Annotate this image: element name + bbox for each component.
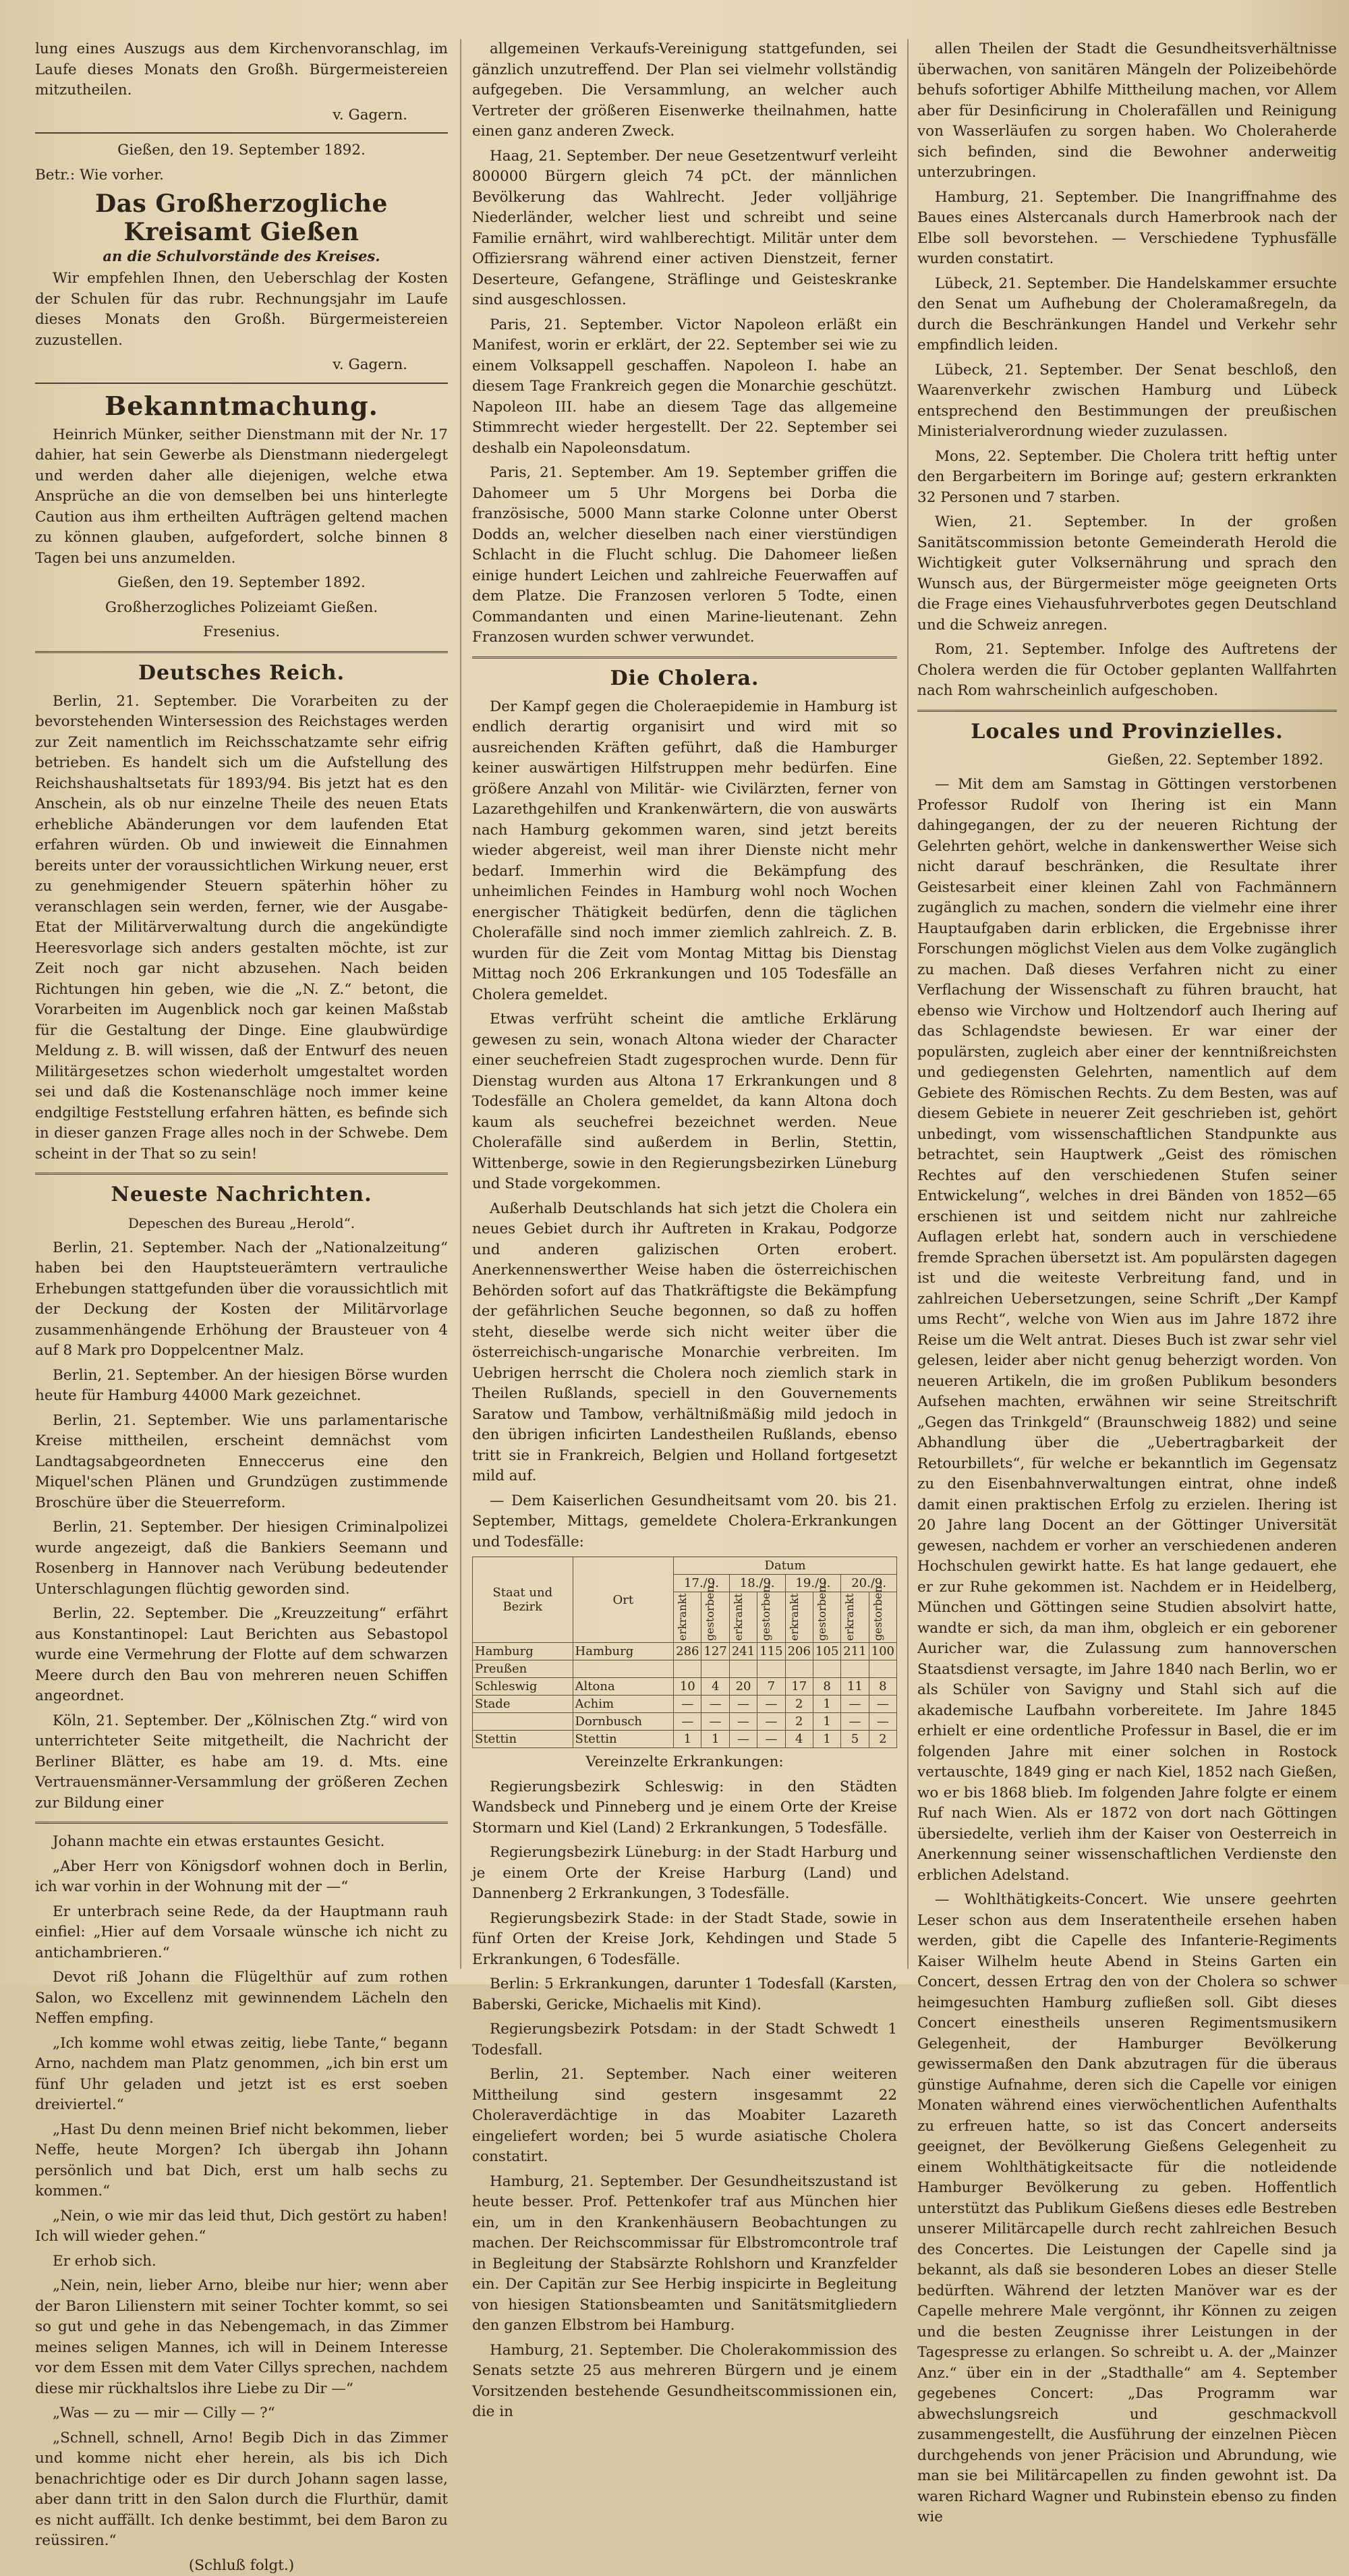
article-paragraph: Rom, 21. September. Infolge des Auftretens der Cholera werden die für October geplanten Wallfahrten nach Rom wahrscheinlich aufgeschoben. (917, 640, 1337, 702)
table-cell-ort: Achim (573, 1696, 674, 1713)
table-row (473, 1713, 897, 1731)
table-body (473, 1643, 897, 1748)
table-cell-value: 105 (813, 1643, 840, 1660)
table-cell-ort (573, 1660, 674, 1678)
table-header-ort: Ort (573, 1557, 674, 1643)
bekanntmachung-date: Gießen, den 19. September 1892. (35, 573, 448, 594)
table-cell-value: 2 (785, 1713, 813, 1731)
article-paragraph: „Ich komme wohl etwas zeitig, liebe Tante,“ begann Arno, nachdem man Platz genommen, „ich bin erst um fünf Uhr geladen und jetzt ist es erst soeben dreiviertel.“ (35, 2034, 448, 2116)
article-paragraph: „Aber Herr von Königsdorf wohnen doch in Berlin, ich war vorhin in der Wohnung mit der —“ (35, 1857, 448, 1898)
kreisamt-text: Wir empfehlen Ihnen, den Ueberschlag der Kosten der Schulen für das rubr. Rechnungsjahr im Laufe dieses Monats den Großh. Bürgermeistereien zuzustellen. (35, 269, 448, 351)
article-paragraph: Devot riß Johann die Flügelthür auf zum rothen Salon, wo Excellenz mit gewinnendem Lächeln den Neffen empfing. (35, 1967, 448, 2029)
table-cell-value: 211 (841, 1643, 869, 1660)
table-cell-staat (473, 1713, 573, 1731)
table-subheader: gestorben (704, 1594, 716, 1641)
article-paragraph: Berlin, 21. September. Der hiesigen Criminalpolizei wurde angezeigt, daß die Bankiers Seemann und Rosenberg in Hannover nach Verübung bedeutender Unterschlagungen flüchtig geworden sind. (35, 1517, 448, 1600)
article-paragraph: Lübeck, 21. September. Die Handelskammer ersuchte den Senat um Aufhebung der Choleramaßregeln, da durch die Beschränkungen Handel und Verkehr sehr empfindlich leiden. (917, 274, 1337, 356)
table-cell-value (701, 1660, 729, 1678)
article-paragraph: Johann machte ein etwas erstauntes Gesicht. (35, 1832, 448, 1853)
bekanntmachung-text: Heinrich Münker, seither Dienstmann mit der Nr. 17 dahier, hat sein Gewerbe als Dienstmann niedergelegt und werden daher alle diejenigen, welche etwa Ansprüche an die von demselben bei uns hinterlegte Caution aus ihm ertheilten Aufträgen geltend machen zu können glauben, aufgefordert, solche binnen 8 Tagen bei uns anzumelden. (35, 425, 448, 569)
divider (35, 132, 448, 134)
table-cell-value: 4 (701, 1678, 729, 1696)
column-rule (907, 39, 909, 1969)
table-cell-value: 1 (701, 1731, 729, 1748)
col3-top-paragraphs (917, 39, 1337, 702)
table-cell-value: 11 (841, 1678, 869, 1696)
table-header-date: 19./9. (785, 1575, 841, 1592)
table-cell-value: 115 (757, 1643, 785, 1660)
kreisamt-heading: Das Großherzogliche Kreisamt Gießen (35, 190, 448, 246)
table-cell-value (869, 1660, 896, 1678)
article-paragraph: Hamburg, 21. September. Der Gesundheitszustand ist heute besser. Prof. Pettenkofer traf aus München hier ein, um in den Krankenhäusern Beobachtungen zu machen. Der Reichscommissar für Elbstromcontrole traf in Begleitung der Stabsärzte Rohlshorn und Kranzfelder ein. Der Capitän zur See Herbig inspicirte in Begleitung von hiesigen Stationsbeamten und Sanitätsmitgliedern den ganzen Elbstrom bei Hamburg. (472, 2172, 897, 2336)
section-heading-cholera: Die Cholera. (472, 667, 897, 690)
table-cell-value (841, 1660, 869, 1678)
betr-line: Betr.: Wie vorher. (35, 165, 448, 186)
table-cell-staat: Stade (473, 1696, 573, 1713)
bekanntmachung-heading: Bekanntmachung. (35, 391, 448, 421)
table-cell-value: — (674, 1713, 701, 1731)
divider (35, 651, 448, 653)
table-cell-value (785, 1660, 813, 1678)
table-cell-value: — (701, 1713, 729, 1731)
article-paragraph: „Nein, nein, lieber Arno, bleibe nur hier; wenn aber der Baron Lilienstern mit seiner Tochter kommt, so sei so gut und gehe in das Nebengemach, in das Zimmer meines seligen Mannes, ich will in Deinem Interesse vor dem Essen mit dem Vater Cillys sprechen, nachdem diese mir rückhaltslos ihre Liebe zu Dir —“ (35, 2276, 448, 2399)
article-paragraph: Haag, 21. September. Der neue Gesetzentwurf verleiht 800000 Bürgern gleich 74 pCt. der männlichen Bevölkerung das Wahlrecht. Jeder volljährige Niederländer, welcher liest und schreibt und seine Familie ernährt, wird wahlberechtigt. Militär unter dem Offiziersrang während einer activen Dienstzeit, ferner Deserteure, Gefangene, Sträflinge und Geisteskranke sind ausgeschlossen. (472, 146, 897, 311)
table-subheader: erkrankt (676, 1594, 689, 1641)
vereinzelt-paragraphs (472, 1777, 897, 2423)
article-paragraph: Der Kampf gegen die Choleraepidemie in Hamburg ist endlich derartig organisirt und wird mit so ausreichenden Kräften geführt, daß die Hamburger keiner auswärtigen Hilfstruppen mehr bedürfen. Eine größere Anzahl von Militär- wie Civilärzten, ferner von Lazarethgehilfen und Krankenwärtern, die von auswärts nach Hamburg gekommen waren, sind jetzt bereits wieder abgereist, weil man ihrer Dienste nicht mehr bedarf. Immerhin wird die Bekämpfung des unheimlichen Feindes in Hamburg wohl noch Wochen energischer Thätigkeit bedürfen, denn die täglichen Cholerafälle sind noch immer ziemlich zahlreich. Z. B. wurden für die Zeit vom Montag Mittag bis Dienstag Mittag noch 206 Erkrankungen und 105 Todesfälle an Cholera gemeldet. (472, 697, 897, 1006)
vereinzelt-heading: Vereinzelte Erkrankungen: (472, 1752, 897, 1773)
table-cell-value: — (841, 1696, 869, 1713)
article-paragraph: Lübeck, 21. September. Der Senat beschloß, den Waarenverkehr zwischen Hamburg und Lübeck entsprechend den Bestimmungen der preußischen Ministerialverordnung wieder zuzulassen. (917, 360, 1337, 443)
table-cell-value: 1 (674, 1731, 701, 1748)
article-paragraph: — Mit dem am Samstag in Göttingen verstorbenen Professor Rudolf von Ihering ist ein Mann dahingegangen, der zu der neueren Richtung der Gelehrten gehört, welche in dankenswerther Weise sich nicht darauf beschränken, die Resultate ihrer Geistesarbeit einer kleinen Zahl von Fachmännern zugänglich zu machen, sondern die vielmehr eine ihrer Hauptaufgaben darin erblicken, die Ergebnisse ihrer Forschungen möglichst Vielen aus dem Volke zugänglich zu machen. Daß dieses Verfahren nicht zu einer Verflachung der Wissenschaft zu führen braucht, hat ebenso wie Virchow und Holtzendorf auch Ihering auf das Schlagendste bewiesen. Er war einer der populärsten, zugleich aber einer der kenntnißreichsten und gediegensten Gelehrten, namentlich auf dem Gebiete des Römischen Rechts. Zu dem Besten, was auf diesem Gebiete in neuerer Zeit geschrieben ist, gehört unbedingt, vom wissenschaftlichen Standpunkte aus betrachtet, sein Hauptwerk „Geist des römischen Rechtes auf den verschiedenen Stufen seiner Entwickelung“, welches in drei Bänden von 1852—65 erschienen ist und seitdem nicht nur zahlreiche Auflagen erlebt hat, sondern auch in verschiedene fremde Sprachen übersetzt ist. Am populärsten dagegen ist und die weiteste Verbreitung fand, und in zahlreichen Uebersetzungen, seine Schrift „Der Kampf ums Recht“, welche von Wien aus im Jahre 1872 ihre Reise um die Welt antrat. Dieses Buch ist zwar sehr viel gelesen, leider aber nicht genug beherzigt worden. Von neueren Artikeln, die im großen Publikum besonders Aufsehen machten, erwähnen wir seine Streitschrift „Gegen das Trinkgeld“ (Braunschweig 1882) und seine Abhandlung über die „Uebertragbarkeit der Retourbillets“, für welche er bekanntlich im Gegensatz zu den Eisenbahnverwaltungen eintrat, ohne indeß damit einen praktischen Erfolg zu erzielen. Ihering ist 20 Jahre lang Docent an der Göttinger Universität gewesen, nachdem er vorher an verschiedenen anderen Hochschulen gewirkt hatte. Es hat lange gedauert, ehe er zur Ruhe gekommen ist. Nachdem er in Heidelberg, München und Göttingen seine Studien absolvirt hatte, wandte er sich, da man ihm, obgleich er ein geborener Auricher war, die Zulassung zum hannoverschen Staatsdienst versagte, im Jahre 1840 nach Berlin, wo er als Schüler von Savigny und Stahl sich auf die akademische Laufbahn vorbereitete. Im Jahre 1845 erhielt er eine ordentliche Professur in Basel, die er im folgenden Jahre mit einer solchen in Rostock vertauschte, 1849 ging er nach Kiel, 1852 nach Gießen, wo er bis 1868 blieb. Im folgenden Jahre folgte er einem Ruf nach Wien. Als er 1872 von dort nach Göttingen übersiedelte, verlieh ihm der Kaiser von Oesterreich in Anerkennung seiner wissenschaftlichen Verdienste den erblichen Adelstand. (917, 775, 1337, 1886)
novel-continuation: (Schluß folgt.) (35, 2556, 448, 2576)
article-paragraph: Hamburg, 21. September. Die Inangriffnahme des Baues eines Alstercanals durch Hamerbrook nach der Elbe soll bevorstehen. — Verschiedene Typhusfälle wurden constatirt. (917, 188, 1337, 270)
table-cell-value (729, 1660, 757, 1678)
table-cell-value: 241 (729, 1643, 757, 1660)
table-row (473, 1731, 897, 1748)
section-heading-neueste: Neueste Nachrichten. (35, 1183, 448, 1206)
article-paragraph: Paris, 21. September. Am 19. September griffen die Dahomeer um 5 Uhr Morgens bei Dorba die französische, 5000 Mann starke Colonne unter Oberst Dodds an, welcher dieselben nach einer vierstündigen Schlacht in die Flucht schlug. Die Dahomeer ließen einige hundert Leichen und zahlreiche Feuerwaffen auf dem Platze. Die Franzosen verloren 5 Todte, einen Commandanten und einen Marine-lieutenant. Zehn Franzosen wurden schwer verwundet. (472, 463, 897, 648)
table-subheader: gestorben (815, 1594, 828, 1641)
table-cell-value: 2 (869, 1731, 896, 1748)
table-cell-value: 17 (785, 1678, 813, 1696)
article-paragraph: Paris, 21. September. Victor Napoleon erläßt ein Manifest, worin er erklärt, der 22. September sei wie zu einem Volksappell geschaffen. Napoleon I. habe an diesem Tage Frankreich gegen die Monarchie geschützt. Napoleon III. habe an diesem Tage das allgemeine Stimmrecht wieder hergestellt. Der 22. September sei deshalb ein Napoleonsdatum. (472, 315, 897, 459)
table-cell-value: 1 (813, 1696, 840, 1713)
table-cell-value: — (869, 1696, 896, 1713)
novel-paragraphs (35, 1832, 448, 2552)
article-paragraph: Regierungsbezirk Stade: in der Stadt Stade, sowie in fünf Orten der Kreise Jork, Kehdingen und Stade 5 Erkrankungen, 6 Todesfälle. (472, 1909, 897, 1971)
section-heading-reich: Deutsches Reich. (35, 661, 448, 685)
divider (917, 710, 1337, 712)
article-paragraph: — Dem Kaiserlichen Gesundheitsamt vom 20. bis 21. September, Mittags, gemeldete Cholera-Erkrankungen und Todesfälle: (472, 1491, 897, 1553)
table-cell-staat: Schleswig (473, 1678, 573, 1696)
table-cell-value: — (757, 1731, 785, 1748)
column-1 (35, 39, 448, 1969)
table-cell-value: 2 (785, 1696, 813, 1713)
table-cell-value: 1 (813, 1731, 840, 1748)
table-cell-value: 286 (674, 1643, 701, 1660)
table-row (473, 1678, 897, 1696)
article-paragraph: Außerhalb Deutschlands hat sich jetzt die Cholera ein neues Gebiet durch ihr Auftreten in Krakau, Podgorze und anderen galizischen Orten erobert. Anerkennenswerther Weise haben die österreichischen Behörden sofort auf das Thatkräftigste die Bekämpfung der gefährlichen Seuche begonnen, so daß zu hoffen steht, dieselbe werde sich nicht weiter über die österreichisch-ungarische Monarchie verbreiten. Im Uebrigen herrscht die Cholera noch ziemlich stark in Theilen Rußlands, speciell in den Gouvernements Saratow und Tambow, verhältnißmäßig mild jedoch in den übrigen inficirten Landestheilen Rußlands, ebenso tritt sie in Frankreich, Belgien und Holland fortgesetzt mild auf. (472, 1199, 897, 1487)
table-cell-value: — (701, 1696, 729, 1713)
table-cell-value: — (729, 1696, 757, 1713)
table-cell-value: 5 (841, 1731, 869, 1748)
article-paragraph: „Was — zu — mir — Cilly — ?“ (35, 2403, 448, 2424)
table-header-staat: Staat und Bezirk (473, 1557, 573, 1643)
article-paragraph: „Schnell, schnell, Arno! Begib Dich in das Zimmer und komme nicht eher herein, als bis ich Dich benachrichtige oder es Dir durch Johann sagen lasse, aber dann tritt in den Salon durch die Flurthür, damit es nicht auffällt. Ich denke bestimmt, bei dem Baron zu reüssiren.“ (35, 2428, 448, 2552)
locales-dateline: Gießen, 22. September 1892. (917, 750, 1337, 771)
table-cell-value: 7 (757, 1678, 785, 1696)
bekanntmachung-signature: Fresenius. (35, 622, 448, 643)
col2-top-paragraphs (472, 39, 897, 648)
table-cell-value (757, 1660, 785, 1678)
table-cell-value: 8 (813, 1678, 840, 1696)
column-2 (472, 39, 897, 1969)
cholera-table (472, 1557, 897, 1748)
table-subheader: erkrankt (732, 1594, 745, 1641)
neueste-paragraphs (35, 1238, 448, 1814)
table-cell-value: 8 (869, 1678, 896, 1696)
article-paragraph: — Wohlthätigkeits-Concert. Wie unsere geehrten Leser schon aus dem Inseratentheile ersehen haben werden, gibt die Capelle des Infanterie-Regiments Kaiser Wilhelm heute Abend in Steins Garten ein Concert, dessen Ertrag den von der Cholera so schwer heimgesuchten Hamburg zufließen soll. Gibt dieses Concert einestheils unseren Regimentsmusikern Gelegenheit, der Hamburger Bevölkerung gewissermaßen den Dank abzutragen für die überaus günstige Aufnahme, deren sich die Capelle vor einigen Monaten während eines vierwöchentlichen Aufenthalts zu erfreuen hatte, so ist das Concert anderseits geeignet, der Bevölkerung Gießens Gelegenheit zu einem Wohlthätigkeitsacte für die notleidende Hamburger Bevölkerung zu geben. Hoffentlich unterstützt das Publikum Gießens dieses edle Bestreben unserer Militärcapelle durch recht zahlreichen Besuch des Concertes. Die Leistungen der Capelle sind ja bekannt, als daß sie besonderen Lobes an dieser Stelle bedürften. Während der letzten Manöver war es der Capelle mehrere Male vergönnt, ihr Können zu zeigen und die besten Zeugnisse ihrer Leistungen in der Tagespresse zu erlangen. So schreibt u. A. der „Mainzer Anz.“ über ein in der „Stadthalle“ am 4. September gegebenes Concert: „Das Programm war abwechslungsreich und geschmackvoll zusammengestellt, die Ausführung der einzelnen Piècen durchgehends von jener Präcision und Abrundung, wie man sie bei Militärcapellen zu finden gewohnt ist. Da waren Richard Wagner und Rubinstein ebenso zu finden wie (917, 1890, 1337, 2528)
kreisamt-subheading: an die Schulvorstände des Kreises. (35, 248, 448, 264)
table-cell-value: 127 (701, 1643, 729, 1660)
table-cell-staat: Preußen (473, 1660, 573, 1678)
article-paragraph: Berlin, 22. September. Die „Kreuzzeitung“ erfährt aus Konstantinopel: Laut Berichten aus Sebastopol wurde eine Vermehrung der Flotte auf dem schwarzen Meere durch den Bau von mehreren neuen Schiffen angeordnet. (35, 1604, 448, 1707)
signature: v. Gagern. (35, 105, 448, 126)
article-paragraph: Er erhob sich. (35, 2251, 448, 2272)
table-row (473, 1643, 897, 1660)
table-row (473, 1696, 897, 1713)
signature: v. Gagern. (35, 355, 448, 376)
divider (35, 383, 448, 384)
table-cell-value: — (757, 1713, 785, 1731)
column-3 (917, 39, 1337, 1969)
table-cell-ort: Dornbusch (573, 1713, 674, 1731)
article-paragraph: „Hast Du denn meinen Brief nicht bekommen, lieber Neffe, heute Morgen? Ich übergab ihn Johann persönlich und bat Dich, erst um halb sechs zu kommen.“ (35, 2120, 448, 2202)
locales-paragraphs (917, 775, 1337, 2528)
article-paragraph: allen Theilen der Stadt die Gesundheitsverhältnisse überwachen, von sanitären Mängeln der Polizeibehörde behufs sofortiger Abhilfe Mittheilung machen, vor Allem aber für Desinficirung in Cholerafällen und Reinigung von Wasserläufen zu sorgen haben. Wo Choleraherde sich befinden, sind die Bewohner anderweitig unterzubringen. (917, 39, 1337, 184)
table-subheader: erkrankt (843, 1594, 856, 1641)
article-paragraph: Regierungsbezirk Schleswig: in den Städten Wandsbeck und Pinneberg und je einem Orte der Kreise Stormarn und Kiel (Land) 2 Erkrankungen, 5 Todesfälle. (472, 1777, 897, 1839)
article-paragraph: „Nein, o wie mir das leid thut, Dich gestört zu haben! Ich will wieder gehen.“ (35, 2206, 448, 2247)
article-paragraph: Hamburg, 21. September. Die Cholerakommission des Senats setzte 25 aus mehreren Bürgern und je einem Vorsitzenden bestehende Gesundheitscommissionen ein, die in (472, 2341, 897, 2423)
table-cell-value (813, 1660, 840, 1678)
table-row (473, 1660, 897, 1678)
table-header-date: 18./9. (729, 1575, 785, 1592)
divider (35, 1822, 448, 1824)
table-cell-value: 100 (869, 1643, 896, 1660)
article-paragraph: Mons, 22. September. Die Cholera tritt heftig unter den Bergarbeitern im Boringe auf; gestern erkrankten 32 Personen und 7 starben. (917, 447, 1337, 509)
article-paragraph: Berlin, 21. September. Nach einer weiteren Mittheilung sind gestern insgesammt 22 Choleraverdächtige in das Moabiter Lazareth eingeliefert worden; bei 5 wurde asiatische Cholera constatirt. (472, 2065, 897, 2168)
table-cell-value: — (729, 1731, 757, 1748)
article-paragraph: Er unterbrach seine Rede, da der Hauptmann rauh einfiel: „Hier auf dem Vorsaale wünsche ich nicht zu antichambrieren.“ (35, 1902, 448, 1964)
article-paragraph: Regierungsbezirk Lüneburg: in der Stadt Harburg und je einem Orte der Kreise Harburg (Land) und Dannenberg 2 Erkrankungen, 3 Todesfälle. (472, 1843, 897, 1905)
table-subheader: gestorben (871, 1594, 884, 1641)
section-heading-locales: Locales und Provinzielles. (917, 720, 1337, 744)
article-paragraph: Berlin, 21. September. An der hiesigen Börse wurden heute für Hamburg 44000 Mark gezeichnet. (35, 1366, 448, 1407)
cholera-paragraphs (472, 697, 897, 1553)
table-cell-staat: Stettin (473, 1731, 573, 1748)
article-paragraph: Berlin, 21. September. Nach der „Nationalzeitung“ haben bei den Hauptsteuerämtern vertrauliche Erhebungen stattgefunden über die voraussichtlich mit der Deckung der Kosten der Militärvorlage zusammenhängende Erhöhung der Brausteuer von 4 auf 8 Mark pro Doppelcentner Malz. (35, 1238, 448, 1362)
table-cell-value: 1 (813, 1713, 840, 1731)
article-paragraph: Wien, 21. September. In der großen Sanitätscommission betonte Gemeinderath Herold die Wichtigkeit guter Volksernährung und sprach den Wunsch aus, der Bürgermeister möge geeigneten Orts die Frage eines Viehausfuhrverbotes gegen Deutschland und die Schweiz anregen. (917, 512, 1337, 636)
table-cell-staat: Hamburg (473, 1643, 573, 1660)
article-paragraph: Berlin, 21. September. Die Vorarbeiten zu der bevorstehenden Wintersession des Reichstages werden zur Zeit namentlich im Reichsschatzamte sehr eifrig betrieben. Es handelt sich um die Aufstellung des Reichshaushaltsetats für 1893/94. Bis jetzt hat es den Anschein, als ob nur einzelne Theile des neuen Etats erhebliche Abänderungen vor dem laufenden Etat erfahren würden. Ob und inwieweit die Einnahmen bereits unter der voraussichtlichen Wirkung neuer, erst zu genehmigender Steuern späterhin höher zu veranschlagen sein werden, ferner, wie der Ausgabe-Etat der Militärverwaltung durch die angekündigte Heeresvorlage sich anders gestalten möchte, ist zur Zeit noch gar nicht abzusehen. Nach beiden Richtungen hin geben, wie die „N. Z.“ betont, die Vorarbeiten im Augenblick noch gar keinen Maßstab für die Gestaltung der Dinge. Eine glaubwürdige Meldung z. B. will wissen, daß der Entwurf des neuen Militärgesetzes schon wiederholt umgestaltet worden sei und daß die Kostenanschläge noch immer keine endgiltige Feststellung erfahren hätten, es befinde sich in dieser ganzen Frage alles noch in der Schwebe. Dem scheint in der That so zu sein! (35, 692, 448, 1165)
dispatch-source: Depeschen des Bureau „Herold“. (35, 1213, 448, 1234)
table-cell-value: — (841, 1713, 869, 1731)
bekanntmachung-office: Großherzogliches Polizeiamt Gießen. (35, 598, 448, 619)
table-cell-value (674, 1660, 701, 1678)
intro-text: lung eines Auszugs aus dem Kirchenvoranschlag, im Laufe dieses Monats den Großh. Bürgermeistereien mitzutheilen. (35, 39, 448, 101)
article-paragraph: Köln, 21. September. Der „Kölnischen Ztg.“ wird von unterrichteter Seite mitgetheilt, die Nachricht der Berliner Blätter, es habe am 19. d. Mts. eine Vertrauensmänner-Versammlung der größeren Zechen zur Bildung einer (35, 1711, 448, 1814)
article-paragraph: Etwas verfrüht scheint die amtliche Erklärung gewesen zu sein, wonach Altona wieder der Character einer seuchefreien Stadt zugesprochen wurde. Denn für Dienstag wurden aus Altona 17 Erkrankungen und 8 Todesfälle an Cholera gemeldet, da kann Altona doch kaum als seuchefrei bezeichnet werden. Neue Cholerafälle sind außerdem in Berlin, Stettin, Wittenberge, sowie in den Regierungsbezirken Lüneburg und Stade vorgekommen. (472, 1009, 897, 1195)
table-cell-value: 206 (785, 1643, 813, 1660)
article-paragraph: Berlin: 5 Erkrankungen, darunter 1 Todesfall (Karsten, Baberski, Gericke, Michaelis mit Kind). (472, 1974, 897, 2015)
table-cell-ort: Stettin (573, 1731, 674, 1748)
divider (35, 1173, 448, 1175)
table-cell-value: — (869, 1713, 896, 1731)
table-cell-ort: Altona (573, 1678, 674, 1696)
table-subheader: erkrankt (788, 1594, 801, 1641)
table-header-datum: Datum (674, 1557, 897, 1575)
table-cell-value: — (674, 1696, 701, 1713)
article-paragraph: Berlin, 21. September. Wie uns parlamentarische Kreise mittheilen, erscheint demnächst vom Landtagsabgeordneten Enneccerus eine den Miquel'schen Plänen und Grundzügen zustimmende Broschüre über die Steuerreform. (35, 1411, 448, 1514)
table-cell-value: 20 (729, 1678, 757, 1696)
table-subheader: gestorben (759, 1594, 772, 1641)
table-cell-ort: Hamburg (573, 1643, 674, 1660)
table-cell-value: — (729, 1713, 757, 1731)
dateline: Gießen, den 19. September 1892. (35, 140, 448, 161)
table-cell-value: 10 (674, 1678, 701, 1696)
table-header-date: 17./9. (674, 1575, 730, 1592)
divider (472, 656, 897, 659)
article-paragraph: Regierungsbezirk Potsdam: in der Stadt Schwedt 1 Todesfall. (472, 2019, 897, 2061)
table-cell-value: — (757, 1696, 785, 1713)
table-header-date: 20./9. (841, 1575, 897, 1592)
column-rule (460, 39, 461, 1969)
table-cell-value: 4 (785, 1731, 813, 1748)
article-paragraph: allgemeinen Verkaufs-Vereinigung stattgefunden, sei gänzlich unzutreffend. Der Plan sei vielmehr vollständig aufgegeben. Die Versammlung, an welcher auch Vertreter der größeren Eisenwerke theilnahmen, hatte einen ganz anderen Zweck. (472, 39, 897, 142)
